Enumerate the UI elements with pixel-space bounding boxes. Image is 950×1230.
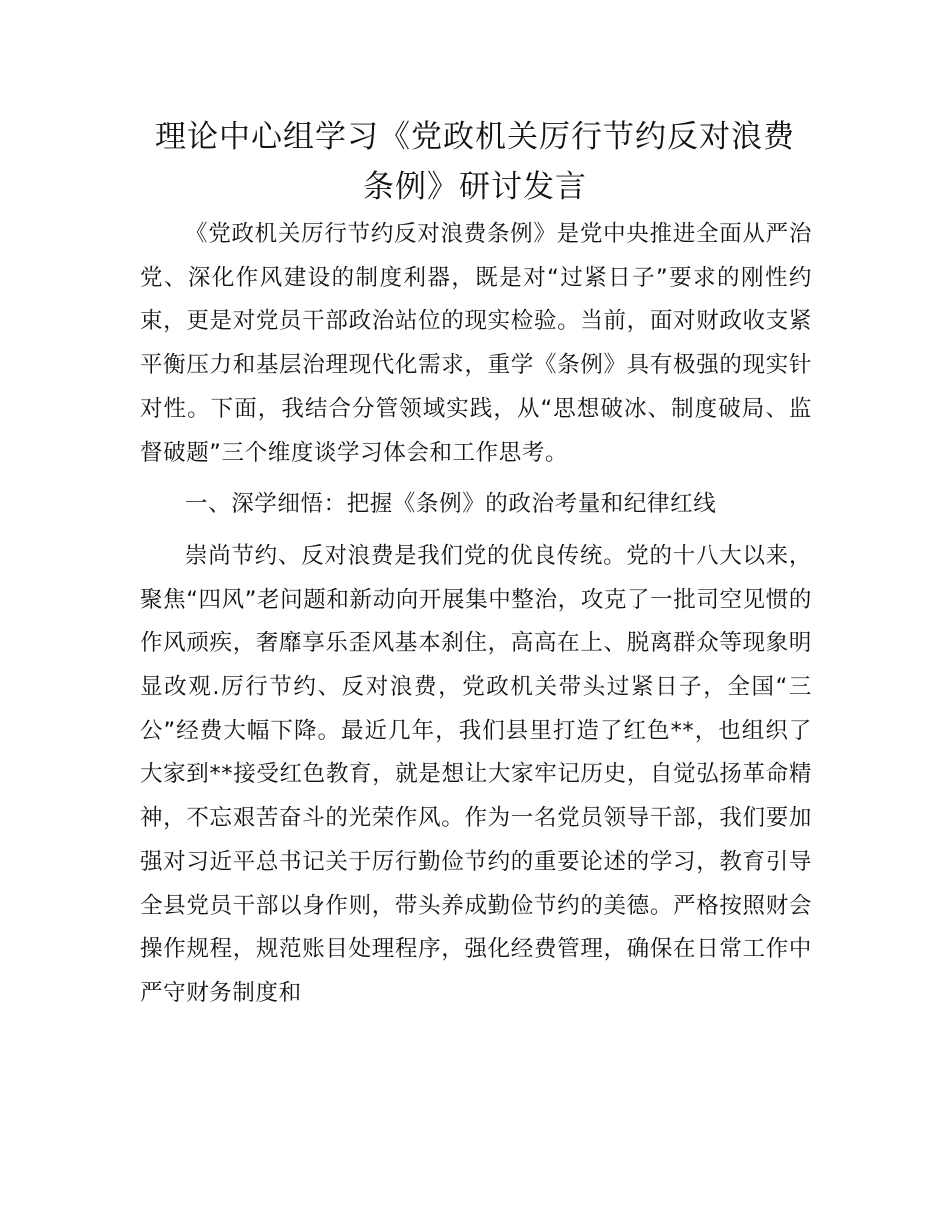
title-line-1: 理论中心组学习《党政机关厉行节约反对浪费 bbox=[155, 119, 795, 155]
title-line-2: 条例》研讨发言 bbox=[363, 169, 587, 205]
paragraph-spacer bbox=[140, 475, 812, 483]
paragraph-spacer bbox=[140, 527, 812, 535]
section-heading-1: 一、深学细悟：把握《条例》的政治考量和纪律红线 bbox=[185, 491, 717, 518]
document-title bbox=[140, 112, 810, 212]
document-body bbox=[140, 213, 812, 1016]
section-1-paragraph: 崇尚节约、反对浪费是我们党的优良传统。党的十八大以来，聚焦“四风”老问题和新动向开展集中整治，攻克了一批司空见惯的作风顽疾，奢靡享乐歪风基本刹住，高高在上、脱离群众等现象明显改观.厉行节约、反对浪费，党政机关带头过紧日子，全国“三公”经费大幅下降。最近几年，我们县里打造了红色**，也组织了大家到**接受红色教育，就是想让大家牢记历史，自觉弘扬革命精神，不忘艰苦奋斗的光荣作风。作为一名党员领导干部，我们要加强对习近平总书记关于厉行勤俭节约的重要论述的学习，教育引导全县党员干部以身作则，带头养成勤俭节约的美德。严格按照财会操作规程，规范账目处理程序，强化经费管理，确保在日常工作中严守财务制度和 bbox=[140, 542, 812, 1006]
intro-paragraph: 《党政机关厉行节约反对浪费条例》是党中央推进全面从严治党、深化作风建设的制度利器，既是对“过紧日子”要求的刚性约束，更是对党员干部政治站位的现实检验。当前，面对财政收支紧平衡压力和基层治理现代化需求，重学《条例》具有极强的现实针对性。下面，我结合分管领域实践，从“思想破冰、制度破局、监督破题”三个维度谈学习体会和工作思考。 bbox=[140, 221, 812, 466]
